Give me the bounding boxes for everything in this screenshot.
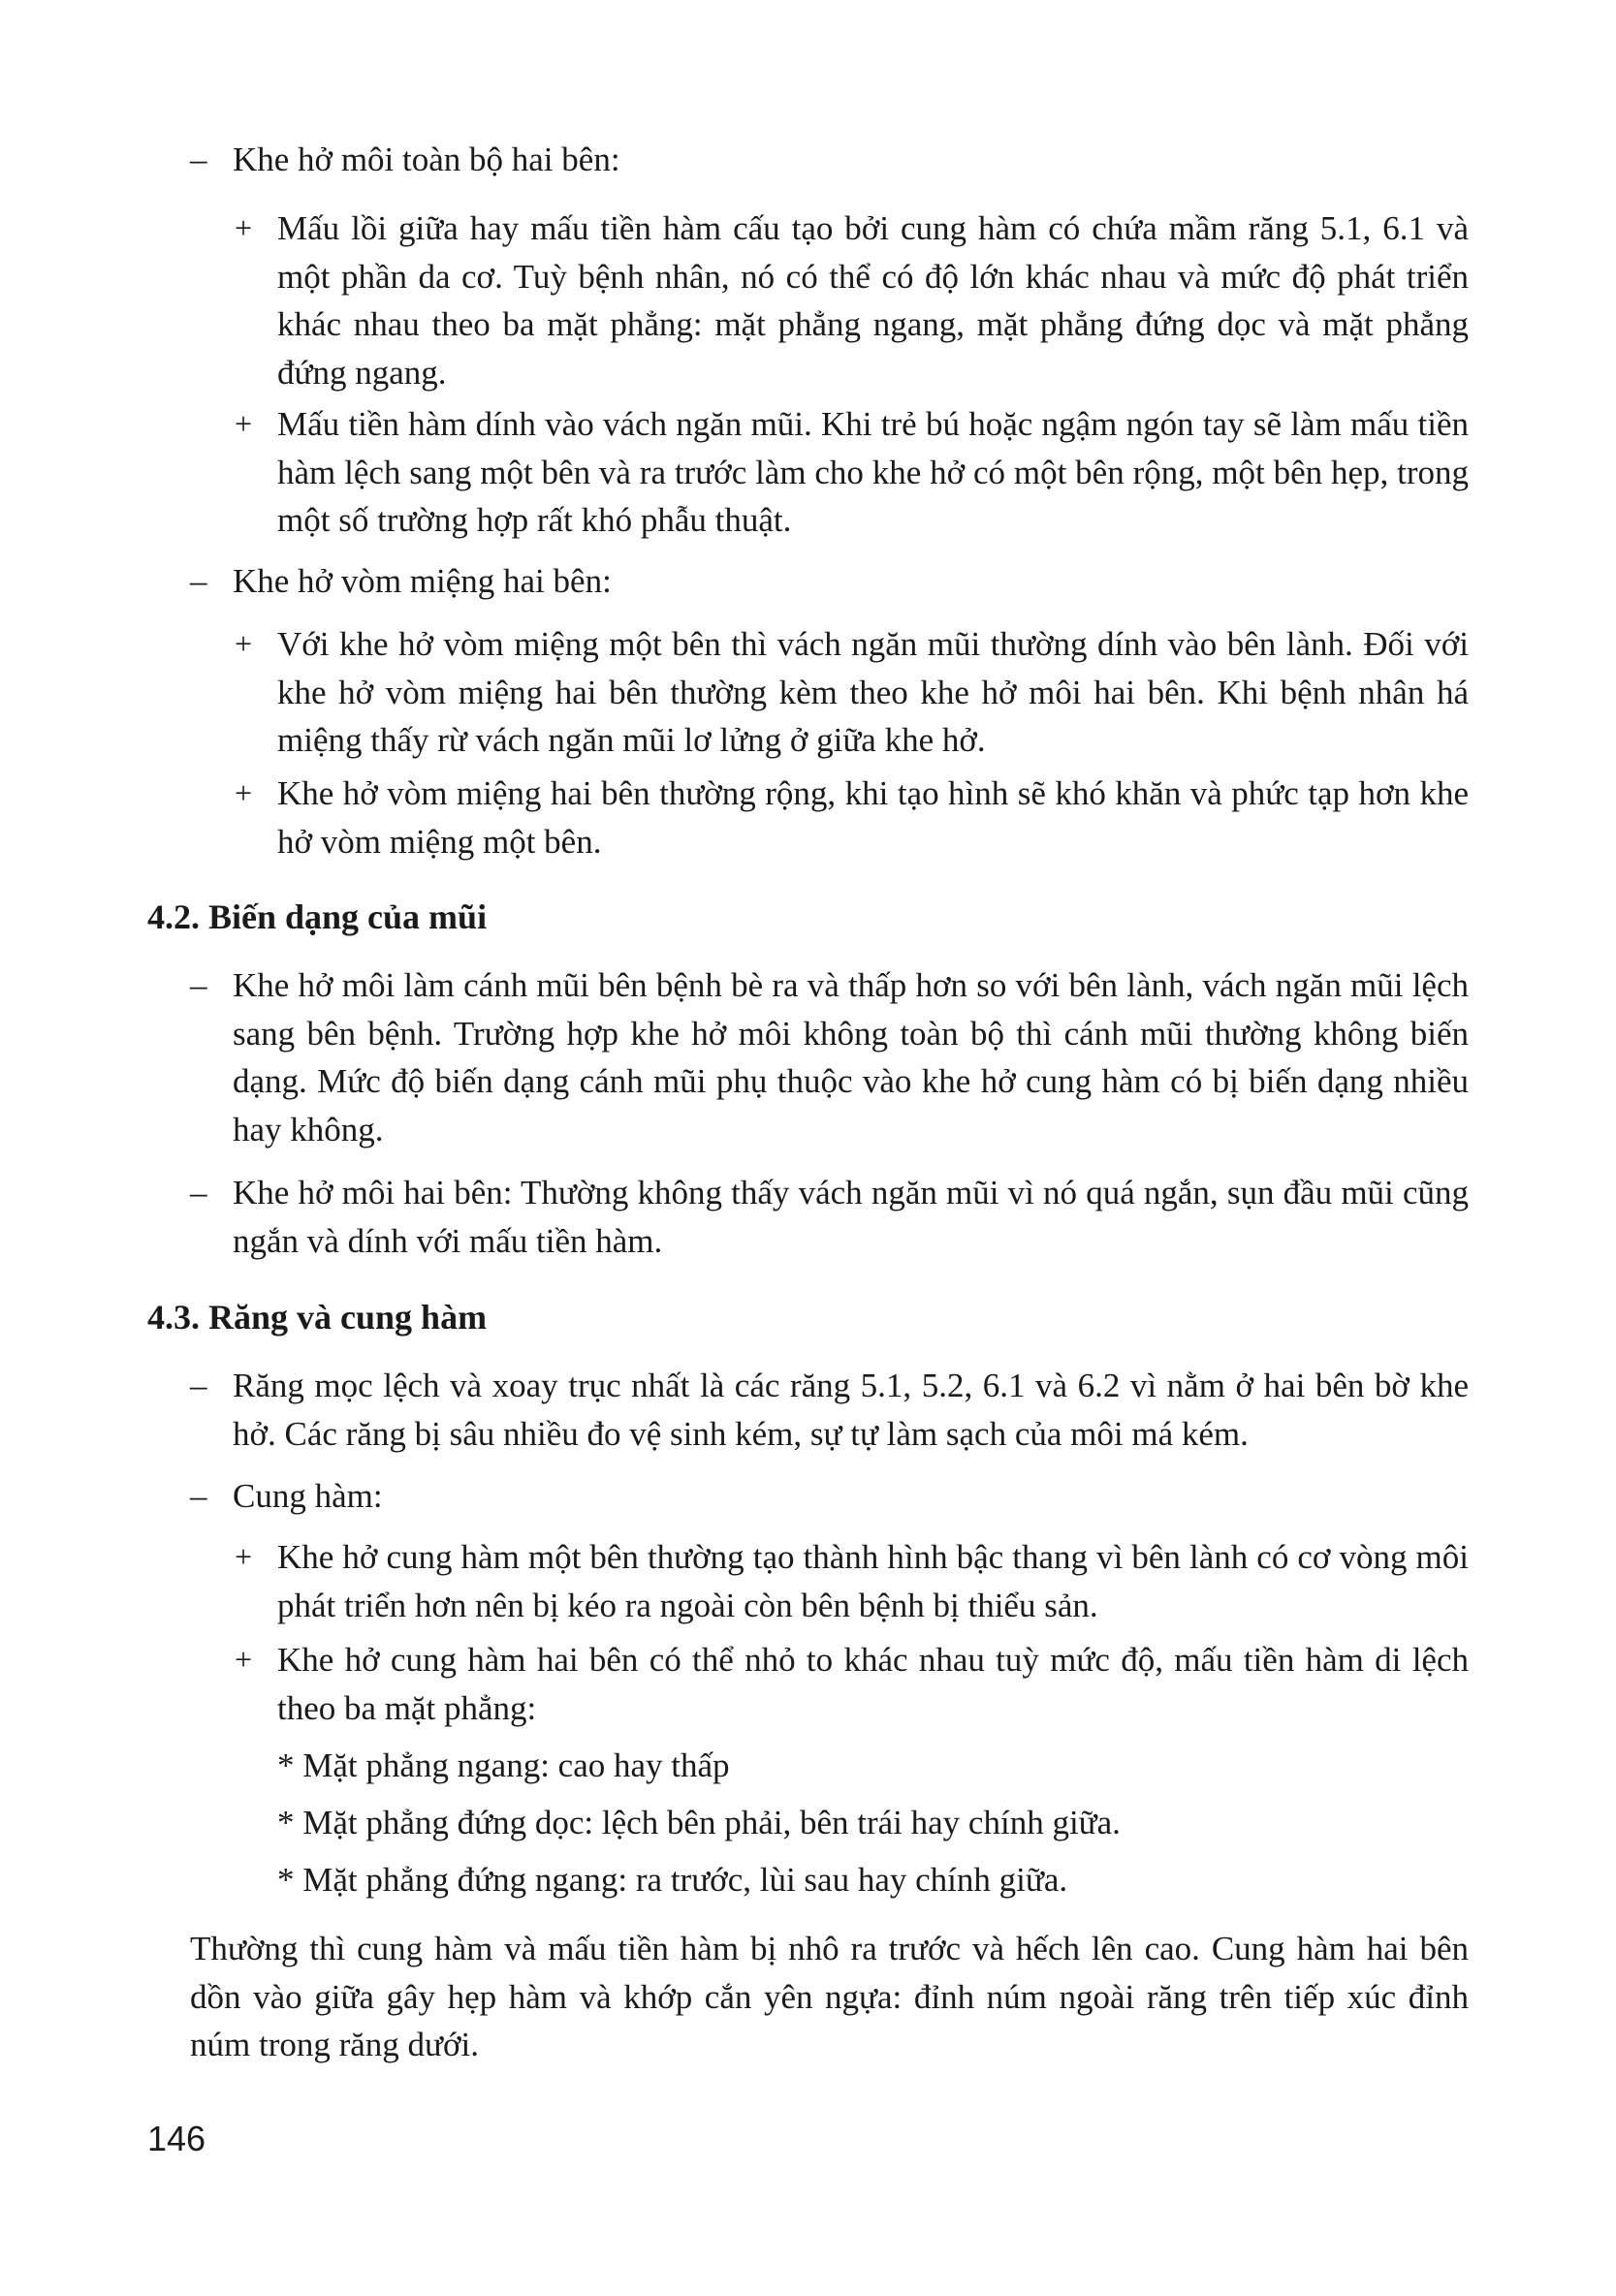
bullet-text: Răng mọc lệch và xoay trục nhất là các răng 5.1, 5.2, 6.1 và 6.2 vì nằm ở hai bên bờ khe hở. Các răng bị sâu nhiều đo vệ sinh kém, sự tự làm sạch của môi má kém. (233, 1367, 1469, 1453)
dash-marker: – (190, 562, 207, 600)
dash-marker: – (190, 1174, 207, 1211)
plus-marker: + (235, 406, 253, 441)
sub-bullet-text: Khe hở cung hàm hai bên có thể nhỏ to khác nhau tuỳ mức độ, mấu tiền hàm di lệch theo ba mặt phẳng: (277, 1641, 1469, 1727)
bullet-text: Khe hở môi làm cánh mũi bên bệnh bè ra và thấp hơn so với bên lành, vách ngăn mũi lệch sang bên bệnh. Trường hợp khe hở môi không toàn bộ thì cánh mũi thường không biến dạng. Mức độ biến dạng cánh mũi phụ thuộc vào khe hở cung hàm có bị biến dạng nhiều hay không. (233, 966, 1469, 1148)
section-heading: 4.2. Biến dạng của mũi (147, 897, 488, 936)
bullet-text: Cung hàm: (233, 1477, 383, 1515)
plus-marker: + (235, 210, 253, 245)
sub-bullet-text: Khe hở cung hàm một bên thường tạo thành hình bậc thang vì bên lành có cơ vòng môi phát triển hơn nên bị kéo ra ngoài còn bên bệnh bị thiểu sản. (277, 1538, 1469, 1624)
page-number: 146 (147, 2119, 206, 2158)
sub-bullet-text: Mấu lồi giữa hay mấu tiền hàm cấu tạo bởi cung hàm có chứa mầm răng 5.1, 6.1 và một phần da cơ. Tuỳ bệnh nhân, nó có thể có độ lớn khác nhau và mức độ phát triển khác nhau theo ba mặt phẳng: mặt phẳng ngang, mặt phẳng đứng dọc và mặt phẳng đứng ngang. (277, 209, 1469, 392)
plus-marker: + (235, 1539, 253, 1574)
plus-marker: + (235, 1642, 253, 1677)
sub-bullet-text: Mấu tiền hàm dính vào vách ngăn mũi. Khi trẻ bú hoặc ngậm ngón tay sẽ làm mấu tiền hàm lệch sang một bên và ra trước làm cho khe hở có một bên rộng, một bên hẹp, trong một số trường hợp rất khó phẫu thuật. (277, 405, 1469, 539)
body-paragraph: Thường thì cung hàm và mấu tiền hàm bị nhô ra trước và hếch lên cao. Cung hàm hai bên dồn vào giữa gây hẹp hàm và khớp cắn yên ngựa: đỉnh núm ngoài răng trên tiếp xúc đỉnh núm trong răng dưới. (190, 1930, 1469, 2063)
dash-marker: – (190, 1477, 207, 1515)
plane-text: * Mặt phẳng đứng dọc: lệch bên phải, bên trái hay chính giữa. (277, 1804, 1121, 1841)
bullet-text: Khe hở môi hai bên: Thường không thấy vách ngăn mũi vì nó quá ngắn, sụn đầu mũi cũng ngắn và dính với mấu tiền hàm. (233, 1174, 1469, 1260)
dash-marker: – (190, 1367, 207, 1404)
sub-bullet-text: Khe hở vòm miệng hai bên thường rộng, khi tạo hình sẽ khó khăn và phức tạp hơn khe hở vòm miệng một bên. (277, 774, 1469, 861)
dash-marker: – (190, 141, 207, 178)
dash-marker: – (190, 966, 207, 1004)
bullet-text: Khe hở môi toàn bộ hai bên: (233, 141, 620, 178)
plane-text: * Mặt phẳng đứng ngang: ra trước, lùi sau hay chính giữa. (277, 1861, 1068, 1899)
section-heading: 4.3. Răng và cung hàm (147, 1298, 488, 1337)
bullet-text: Khe hở vòm miệng hai bên: (233, 562, 612, 600)
plane-text: * Mặt phẳng ngang: cao hay thấp (277, 1746, 730, 1784)
sub-bullet-text: Với khe hở vòm miệng một bên thì vách ngăn mũi thường dính vào bên lành. Đối với khe hở vòm miệng hai bên thường kèm theo khe hở môi hai bên. Khi bệnh nhân há miệng thấy rừ vách ngăn mũi lơ lửng ở giữa khe hở. (277, 625, 1469, 759)
plus-marker: + (235, 626, 253, 661)
plus-marker: + (235, 775, 253, 810)
